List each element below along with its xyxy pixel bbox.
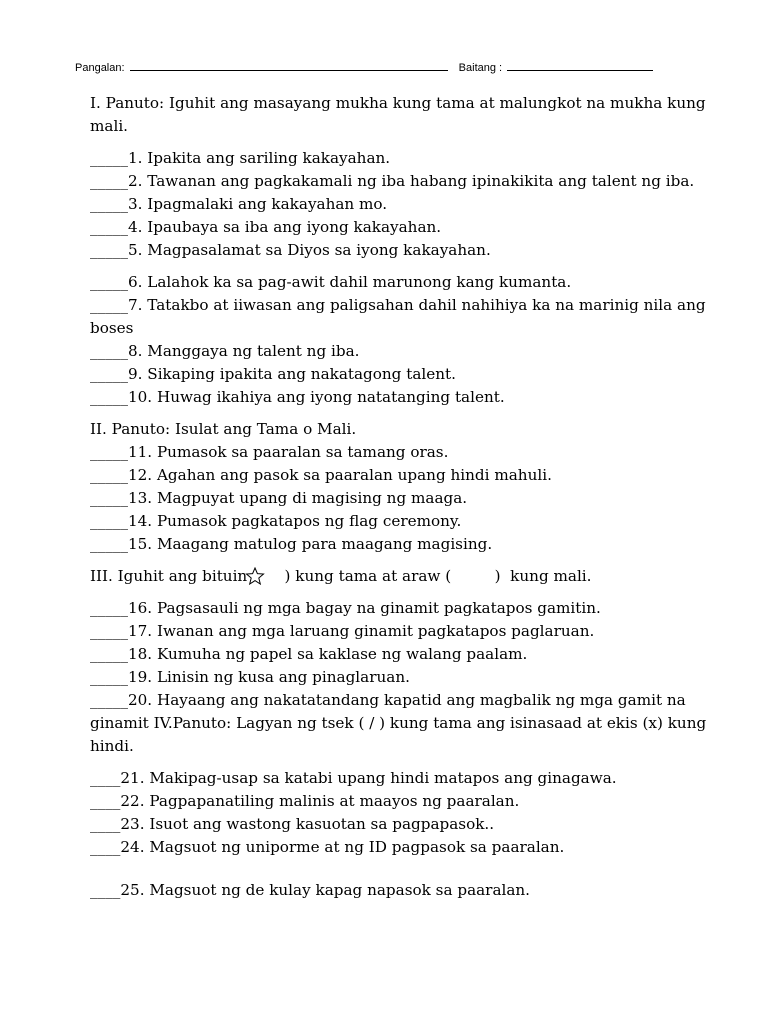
item-3: _____3. Ipagmalaki ang kakayahan mo.	[90, 195, 388, 213]
item-22: ____22. Pagpapanatiling malinis at maayos ng paaralan.	[90, 792, 520, 810]
worksheet-body	[90, 92, 715, 902]
section-2-instruction: II. Panuto: Isulat ang Tama o Mali.	[90, 420, 357, 438]
section-3-text-b: ) kung tama at araw ( ) kung mali.	[265, 567, 592, 585]
item-24: ____24. Magsuot ng uniporme at ng ID pagpasok sa paaralan.	[90, 838, 565, 856]
item-14: _____14. Pumasok pagkatapos ng flag ceremony.	[90, 512, 462, 530]
section-1-instruction: I. Panuto: Iguhit ang masayang mukha kung tama at malungkot na mukha kung mali.	[90, 94, 706, 135]
section-3-text-a: III. Iguhit ang bituin	[90, 567, 248, 585]
item-8: _____8. Manggaya ng talent ng iba.	[90, 342, 360, 360]
item-12: _____12. Agahan ang pasok sa paaralan upang hindi mahuli.	[90, 466, 552, 484]
item-10: _____10. Huwag ikahiya ang iyong natatanging talent.	[90, 388, 505, 406]
grade-blank[interactable]	[507, 62, 653, 71]
item-19: _____19. Linisin ng kusa ang pinaglaruan.	[90, 668, 410, 686]
name-blank[interactable]	[130, 62, 448, 71]
item-5: _____5. Magpasalamat sa Diyos sa iyong kakayahan.	[90, 241, 491, 259]
item-11: _____11. Pumasok sa paaralan sa tamang oras.	[90, 443, 449, 461]
item-17: _____17. Iwanan ang mga laruang ginamit pagkatapos paglaruan.	[90, 622, 595, 640]
item-18: _____18. Kumuha ng papel sa kaklase ng walang paalam.	[90, 645, 528, 663]
grade-label: Baitang :	[458, 62, 503, 74]
item-6: _____6. Lalahok ka sa pag-awit dahil marunong kang kumanta.	[90, 273, 572, 291]
item-21: ____21. Makipag-usap sa katabi upang hindi matapos ang ginagawa.	[90, 769, 617, 787]
star-icon	[245, 567, 265, 585]
item-13: _____13. Magpuyat upang di magising ng maaga.	[90, 489, 468, 507]
item-15: _____15. Maagang matulog para maagang magising.	[90, 535, 493, 553]
item-9: _____9. Sikaping ipakita ang nakatagong talent.	[90, 365, 456, 383]
item-7: _____7. Tatakbo at iiwasan ang paligsahan dahil nahihiya ka na marinig nila ang boses	[90, 296, 706, 337]
item-23: ____23. Isuot ang wastong kasuotan sa pagpapasok..	[90, 815, 495, 833]
student-info-header	[75, 62, 715, 74]
item-2: _____2. Tawanan ang pagkakamali ng iba habang ipinakikita ang talent ng iba.	[90, 172, 695, 190]
item-25: ____25. Magsuot ng de kulay kapag napasok sa paaralan.	[90, 881, 531, 899]
section-3-instruction	[90, 565, 715, 588]
item-16: _____16. Pagsasauli ng mga bagay na ginamit pagkatapos gamitin.	[90, 599, 601, 617]
item-20: _____20. Hayaang ang nakatatandang kapatid ang magbalik ng mga gamit na ginamit IV.Panuto: Lagyan ng tsek ( / ) kung tama ang isinasaad at ekis (x) kung hindi.	[90, 691, 707, 755]
name-label: Pangalan:	[75, 62, 125, 74]
item-1: _____1. Ipakita ang sariling kakayahan.	[90, 149, 391, 167]
item-4: _____4. Ipaubaya sa iba ang iyong kakayahan.	[90, 218, 442, 236]
